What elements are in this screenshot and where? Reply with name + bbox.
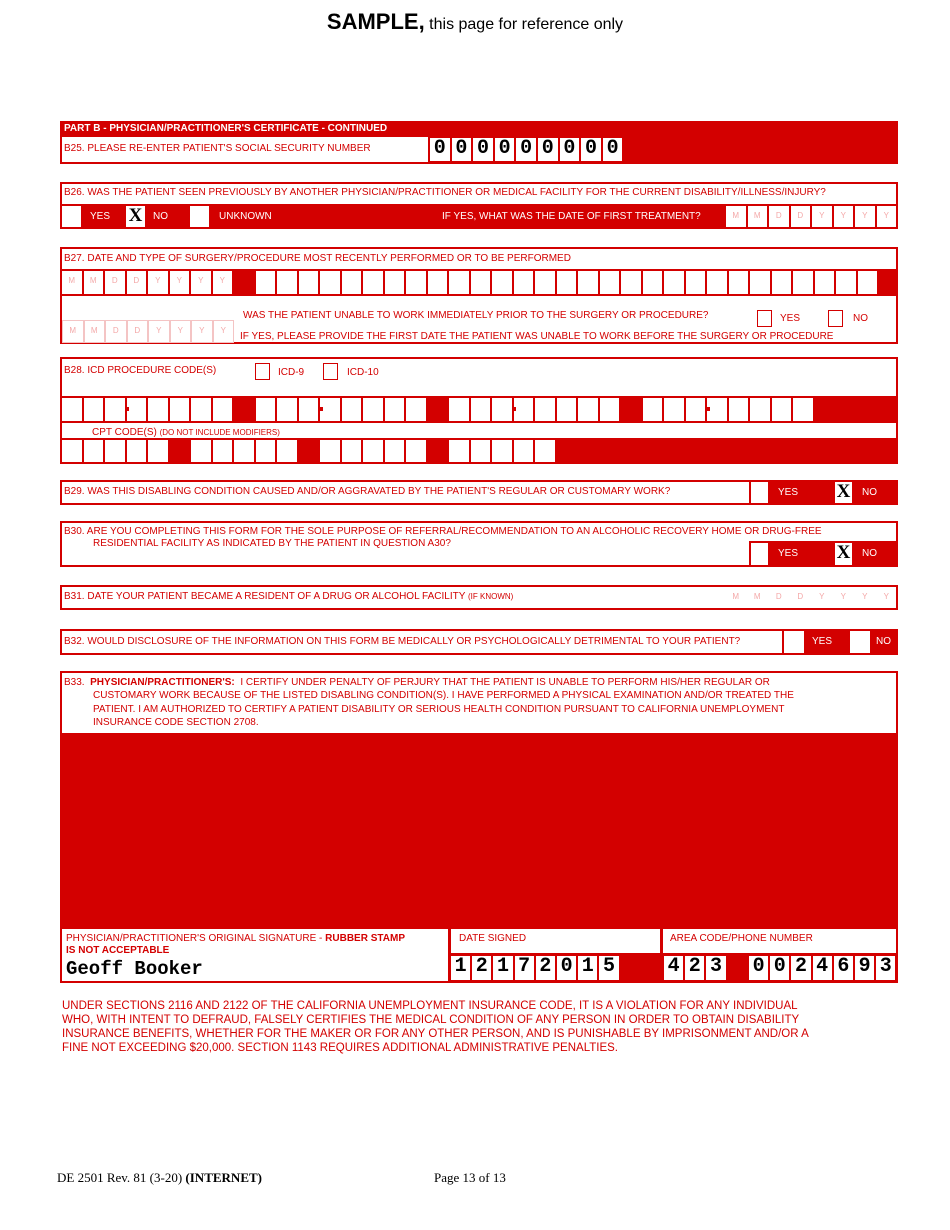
cpt-code-cell	[471, 440, 491, 462]
date-placeholder: Y	[877, 587, 897, 608]
date-placeholder: Y	[213, 320, 235, 343]
sample-title: SAMPLE,	[326, 9, 425, 34]
ssn-digit: 0	[581, 138, 601, 161]
area-code-digit: 3	[706, 956, 725, 980]
cpt-code-cell	[213, 440, 233, 462]
date-placeholder: Y	[834, 206, 854, 227]
date-placeholder: D	[127, 320, 149, 343]
entry-cell	[729, 271, 749, 294]
icd-code-cell	[729, 398, 749, 421]
entry-cell	[772, 271, 792, 294]
entry-cell	[342, 271, 362, 294]
form-id-text: DE 2501 Rev. 81 (3-20)	[57, 1170, 186, 1185]
date-signed-digit: 1	[578, 956, 597, 980]
entry-cell	[858, 271, 878, 294]
signature-label-line2: IS NOT ACCEPTABLE	[66, 945, 170, 956]
b28-label: B28. ICD PROCEDURE CODE(S)	[64, 365, 217, 376]
b27-no-checkbox[interactable]	[828, 310, 843, 327]
b26-unknown-checkbox[interactable]	[190, 206, 209, 227]
icd-code-cell	[105, 398, 125, 421]
phone-digit: 0	[749, 956, 768, 980]
decimal-dot	[125, 407, 129, 411]
b29-no-checkbox[interactable]: X	[836, 481, 851, 502]
entry-cell	[836, 271, 856, 294]
icd-code-cell	[406, 398, 426, 421]
icd-code-cell	[686, 398, 706, 421]
date-placeholder: Y	[855, 587, 875, 608]
b30-yes-checkbox[interactable]	[751, 543, 768, 565]
warning-line1: UNDER SECTIONS 2116 AND 2122 OF THE CALIFORNIA UNEMPLOYMENT INSURANCE CODE, IT IS A VIOLATION FOR ANY INDIVIDUAL	[62, 1000, 798, 1012]
b32-no-checkbox[interactable]	[850, 631, 870, 653]
b33-prefix: B33.	[64, 677, 85, 688]
ssn-digit: 0	[473, 138, 493, 161]
cpt-code-cell	[191, 440, 211, 462]
phone-digit: 9	[855, 956, 874, 980]
decimal-dot	[512, 407, 516, 411]
b33-red-block	[60, 733, 898, 929]
icd-code-cell	[643, 398, 663, 421]
icd-code-cell	[342, 398, 362, 421]
entry-cell	[707, 271, 727, 294]
b26-question: B26. WAS THE PATIENT SEEN PREVIOUSLY BY ANOTHER PHYSICIAN/PRACTITIONER OR MEDICAL FACILITY FOR THE CURRENT DISABILITY/ILLNESS/INJURY?	[64, 187, 826, 198]
phone-digit: 0	[770, 956, 789, 980]
date-placeholder: Y	[213, 271, 233, 294]
phone-digit: 3	[876, 956, 895, 980]
cpt-note: (DO NOT INCLUDE MODIFIERS)	[159, 428, 280, 437]
b30-line2: RESIDENTIAL FACILITY AS INDICATED BY THE PATIENT IN QUESTION A30?	[93, 538, 451, 549]
entry-cell	[578, 271, 598, 294]
b26-unknown-label: UNKNOWN	[219, 211, 272, 222]
warning-line4: FINE NOT EXCEEDING $20,000. SECTION 1143 REQUIRES ADDITIONAL ADMINISTRATIVE PENALTIES.	[62, 1042, 618, 1054]
icd-code-cell	[449, 398, 469, 421]
b32-no-label: NO	[876, 636, 891, 647]
b27-yes-label: YES	[780, 313, 801, 324]
warning-line2: WHO, WITH INTENT TO DEFRAUD, FALSELY CERTIFIES THE MEDICAL CONDITION OF ANY PERSON IN ORDER TO OBTAIN DISABILITY	[62, 1014, 800, 1026]
entry-cell	[600, 271, 620, 294]
b33-line4: INSURANCE CODE SECTION 2708.	[93, 717, 259, 728]
date-signed-digit: 1	[451, 956, 470, 980]
entry-cell	[256, 271, 276, 294]
b27-yes-checkbox[interactable]	[757, 310, 772, 327]
phone-digit: 2	[791, 956, 810, 980]
entry-cell	[449, 271, 469, 294]
date-placeholder: Y	[170, 271, 190, 294]
icd-code-cell	[557, 398, 577, 421]
cpt-code-cell	[277, 440, 297, 462]
icd-code-cell	[299, 398, 319, 421]
entry-cell	[664, 271, 684, 294]
date-placeholder: Y	[812, 206, 832, 227]
b31-label-text: B31. DATE YOUR PATIENT BECAME A RESIDENT OF A DRUG OR ALCOHOL FACILITY	[64, 591, 466, 602]
b32-yes-checkbox[interactable]	[784, 631, 804, 653]
cpt-code-cell	[148, 440, 168, 462]
phone-label: AREA CODE/PHONE NUMBER	[670, 933, 813, 944]
signature-label-text: PHYSICIAN/PRACTITIONER'S ORIGINAL SIGNATURE -	[66, 933, 326, 944]
icd-code-cell	[84, 398, 104, 421]
icd10-checkbox[interactable]	[323, 363, 338, 380]
date-placeholder: Y	[191, 271, 211, 294]
cpt-code-cell	[320, 440, 340, 462]
b31-label	[64, 591, 513, 603]
b30-yes-label: YES	[778, 548, 799, 559]
icd-code-cell	[170, 398, 190, 421]
entry-cell	[643, 271, 663, 294]
b32-yes-label: YES	[812, 636, 833, 647]
date-signed-digit: 5	[599, 956, 618, 980]
entry-cell	[535, 271, 555, 294]
icd-code-cell	[793, 398, 813, 421]
cpt-code-cell	[62, 440, 82, 462]
date-signed-digit: 0	[557, 956, 576, 980]
cpt-code-cell	[256, 440, 276, 462]
date-placeholder: M	[748, 206, 768, 227]
area-code-digit: 4	[664, 956, 683, 980]
page-number: Page 13 of 13	[434, 1170, 506, 1185]
b27-first-date-question: IF YES, PLEASE PROVIDE THE FIRST DATE THE PATIENT WAS UNABLE TO WORK BEFORE THE SURGERY OR PROCEDURE	[240, 331, 834, 342]
cpt-label-text: CPT CODE(S)	[92, 427, 157, 438]
entry-cell	[363, 271, 383, 294]
entry-cell	[320, 271, 340, 294]
icd-code-cell	[363, 398, 383, 421]
date-signed-digit: 2	[536, 956, 555, 980]
b33-certification	[64, 677, 770, 689]
date-placeholder: Y	[834, 587, 854, 608]
entry-cell	[815, 271, 835, 294]
date-placeholder: Y	[855, 206, 875, 227]
date-placeholder: Y	[170, 320, 192, 343]
cpt-code-cell	[514, 440, 534, 462]
icd-code-cell	[600, 398, 620, 421]
date-placeholder: D	[127, 271, 147, 294]
icd-code-cell	[471, 398, 491, 421]
entry-cell	[793, 271, 813, 294]
b26-no-label: NO	[153, 211, 168, 222]
icd-code-cell	[62, 398, 82, 421]
form-id-bold: (INTERNET)	[185, 1170, 262, 1185]
icd9-label: ICD-9	[278, 367, 305, 378]
entry-cell	[428, 271, 448, 294]
b29-question: B29. WAS THIS DISABLING CONDITION CAUSED AND/OR AGGRAVATED BY THE PATIENT'S REGULAR OR CUSTOMARY WORK?	[64, 486, 671, 497]
cpt-code-cell	[385, 440, 405, 462]
b30-no-label: NO	[862, 548, 877, 559]
icd-code-cell	[707, 398, 727, 421]
icd-code-cell	[578, 398, 598, 421]
cpt-code-cell	[492, 440, 512, 462]
date-placeholder: Y	[812, 587, 832, 608]
ssn-digit: 0	[430, 138, 450, 161]
b26-yes-label: YES	[90, 211, 111, 222]
icd-code-cell	[277, 398, 297, 421]
entry-cell	[492, 271, 512, 294]
icd-code-cell	[148, 398, 168, 421]
b27-no-label: NO	[853, 313, 868, 324]
date-placeholder: Y	[877, 206, 897, 227]
date-placeholder: D	[791, 206, 811, 227]
area-code-digit: 2	[685, 956, 704, 980]
b33-line1: I CERTIFY UNDER PENALTY OF PERJURY THAT THE PATIENT IS UNABLE TO PERFORM HIS/HER REGULAR OR	[240, 677, 770, 688]
b31-note: (IF KNOWN)	[468, 592, 514, 601]
decimal-dot	[319, 407, 323, 411]
b30-line1: B30. ARE YOU COMPLETING THIS FORM FOR THE SOLE PURPOSE OF REFERRAL/RECOMMENDATION TO AN ALCOHOLIC RECOVERY HOME OR DRUG-FREE	[64, 526, 822, 537]
icd9-checkbox[interactable]	[255, 363, 270, 380]
date-placeholder: M	[84, 271, 104, 294]
icd-code-cell	[664, 398, 684, 421]
cpt-code-cell	[363, 440, 383, 462]
date-placeholder: Y	[148, 320, 170, 343]
cpt-code-cell	[449, 440, 469, 462]
ssn-digit: 0	[495, 138, 515, 161]
phone-digit: 6	[834, 956, 853, 980]
cpt-code-cell	[406, 440, 426, 462]
signature-label-bold: RUBBER STAMP	[325, 933, 405, 944]
signature-field[interactable]: Geoff Booker	[66, 958, 203, 980]
b29-no-label: NO	[862, 487, 877, 498]
date-placeholder: D	[105, 271, 125, 294]
date-placeholder: M	[726, 206, 746, 227]
entry-cell	[299, 271, 319, 294]
b27-label: B27. DATE AND TYPE OF SURGERY/PROCEDURE MOST RECENTLY PERFORMED OR TO BE PERFORMED	[64, 253, 571, 264]
entry-cell	[621, 271, 641, 294]
icd-code-cell	[492, 398, 512, 421]
date-signed-label: DATE SIGNED	[459, 933, 527, 944]
ssn-digit: 0	[452, 138, 472, 161]
cpt-code-cell	[535, 440, 555, 462]
sample-subtitle: this page for reference only	[424, 16, 624, 33]
icd-code-cell	[772, 398, 792, 421]
cpt-code-cell	[234, 440, 254, 462]
entry-cell	[385, 271, 405, 294]
b29-yes-checkbox[interactable]	[751, 482, 768, 503]
icd-code-cell	[213, 398, 233, 421]
b33-line3: PATIENT. I AM AUTHORIZED TO CERTIFY A PATIENT DISABILITY OR SERIOUS HEALTH CONDITION PURSUANT TO CALIFORNIA UNEMPLOYMENT	[93, 704, 785, 715]
date-placeholder: D	[105, 320, 127, 343]
icd-code-cell	[191, 398, 211, 421]
entry-cell	[686, 271, 706, 294]
cpt-code-cell	[84, 440, 104, 462]
date-placeholder: M	[84, 320, 106, 343]
b26-no-checkbox[interactable]: X	[126, 206, 145, 227]
b33-bold-label: PHYSICIAN/PRACTITIONER'S:	[90, 677, 235, 688]
date-placeholder: M	[726, 587, 746, 608]
part-b-title: PART B - PHYSICIAN/PRACTITIONER'S CERTIFICATE - CONTINUED	[64, 123, 388, 134]
date-placeholder: M	[748, 587, 768, 608]
date-placeholder: D	[769, 206, 789, 227]
date-placeholder: Y	[148, 271, 168, 294]
entry-cell	[514, 271, 534, 294]
cpt-code-cell	[105, 440, 125, 462]
b27-unable-question: WAS THE PATIENT UNABLE TO WORK IMMEDIATELY PRIOR TO THE SURGERY OR PROCEDURE?	[243, 310, 709, 321]
decimal-dot	[706, 407, 710, 411]
b33-line2: CUSTOMARY WORK BECAUSE OF THE LISTED DISABLING CONDITION(S). I HAVE PERFORMED A PHYSICAL EXAMINATION AND/OR TREATED THE	[93, 690, 794, 701]
icd-code-cell	[750, 398, 770, 421]
icd-code-cell	[535, 398, 555, 421]
date-placeholder: D	[769, 587, 789, 608]
ssn-digit: 0	[538, 138, 558, 161]
date-signed-digit: 1	[493, 956, 512, 980]
date-placeholder: Y	[191, 320, 213, 343]
b32-question: B32. WOULD DISCLOSURE OF THE INFORMATION ON THIS FORM BE MEDICALLY OR PSYCHOLOGICALLY DETRIMENTAL TO YOUR PATIENT?	[64, 636, 741, 647]
b25-label: B25. PLEASE RE-ENTER PATIENT'S SOCIAL SECURITY NUMBER	[64, 143, 371, 154]
ssn-digit: 0	[603, 138, 623, 161]
warning-line3: INSURANCE BENEFITS, WHETHER FOR THE MAKER OR FOR ANY OTHER PERSON, AND IS PUNISHABLE BY IMPRISONMENT AND/OR A	[62, 1028, 809, 1040]
form-id	[57, 1170, 262, 1186]
fraud-warning	[62, 999, 809, 1055]
b29-yes-label: YES	[778, 487, 799, 498]
cpt-code-cell	[342, 440, 362, 462]
icd10-label: ICD-10	[347, 367, 379, 378]
b30-no-checkbox[interactable]: X	[836, 542, 851, 563]
sample-header	[0, 9, 950, 35]
cpt-code-cell	[127, 440, 147, 462]
icd-code-cell	[514, 398, 534, 421]
signature-label	[66, 933, 405, 945]
entry-cell	[471, 271, 491, 294]
icd-code-cell	[385, 398, 405, 421]
icd-code-cell	[127, 398, 147, 421]
ssn-digit: 0	[516, 138, 536, 161]
date-signed-digit: 2	[472, 956, 491, 980]
date-placeholder: M	[62, 271, 82, 294]
entry-cell	[750, 271, 770, 294]
b26-yes-checkbox[interactable]	[62, 206, 81, 227]
entry-cell	[406, 271, 426, 294]
icd-code-cell	[320, 398, 340, 421]
date-signed-digit: 7	[515, 956, 534, 980]
b26-date-prompt: IF YES, WHAT WAS THE DATE OF FIRST TREATMENT?	[442, 211, 701, 222]
date-placeholder: D	[791, 587, 811, 608]
entry-cell	[277, 271, 297, 294]
entry-cell	[557, 271, 577, 294]
phone-digit: 4	[813, 956, 832, 980]
icd-code-cell	[256, 398, 276, 421]
date-placeholder: M	[62, 320, 84, 343]
ssn-digit: 0	[560, 138, 580, 161]
